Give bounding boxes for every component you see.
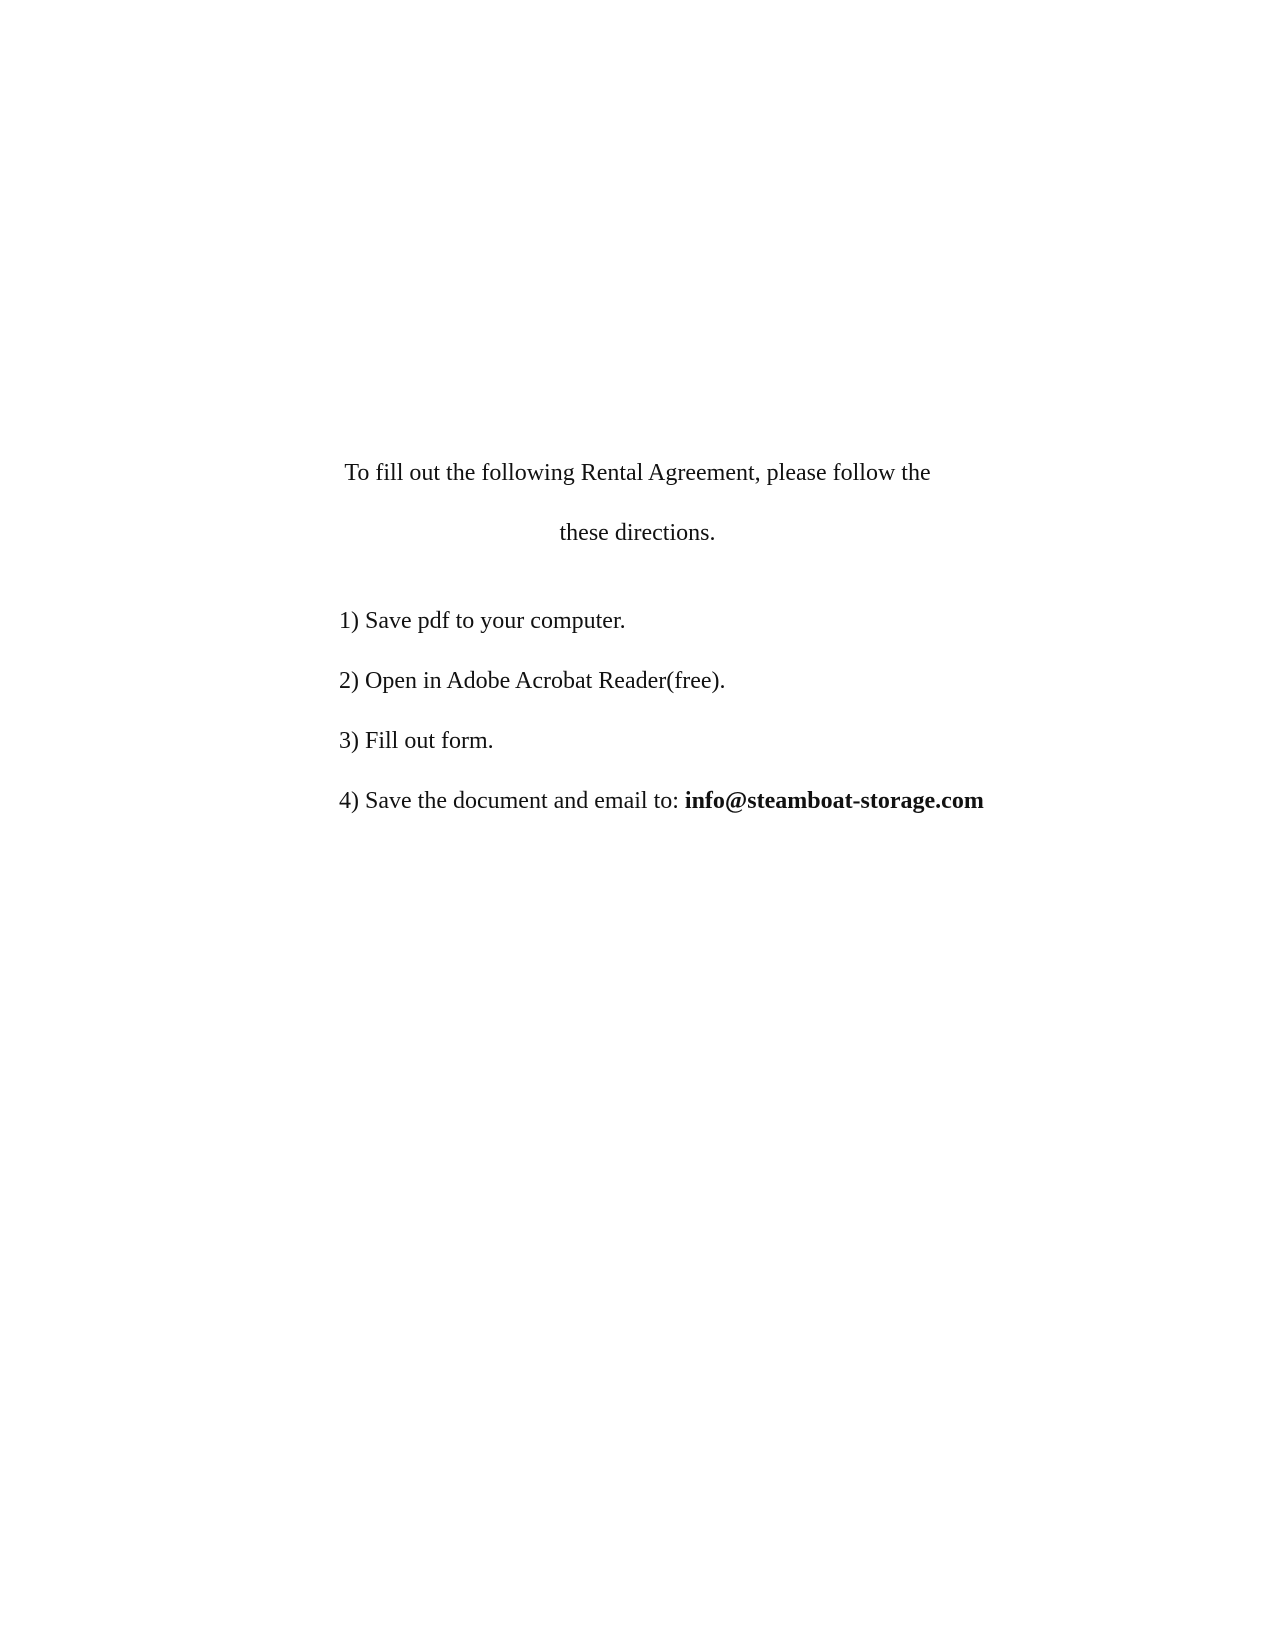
instruction-list [339,606,984,846]
step-2-text: 2) Open in Adobe Acrobat Reader(free). [339,668,726,694]
list-item-step-3 [339,726,984,756]
intro-line-1: To fill out the following Rental Agreement, please follow the [344,460,931,486]
step-3-text: 3) Fill out form. [339,728,494,754]
intro-line-2: these directions. [559,520,716,546]
email-address: info@steamboat-storage.com [684,788,984,814]
list-item-step-2 [339,666,984,696]
step-1-text: 1) Save pdf to your computer. [339,608,626,634]
list-item-step-1 [339,606,984,636]
list-item-step-4 [339,786,984,816]
step-4-text: 4) Save the document and email to: [339,788,685,814]
